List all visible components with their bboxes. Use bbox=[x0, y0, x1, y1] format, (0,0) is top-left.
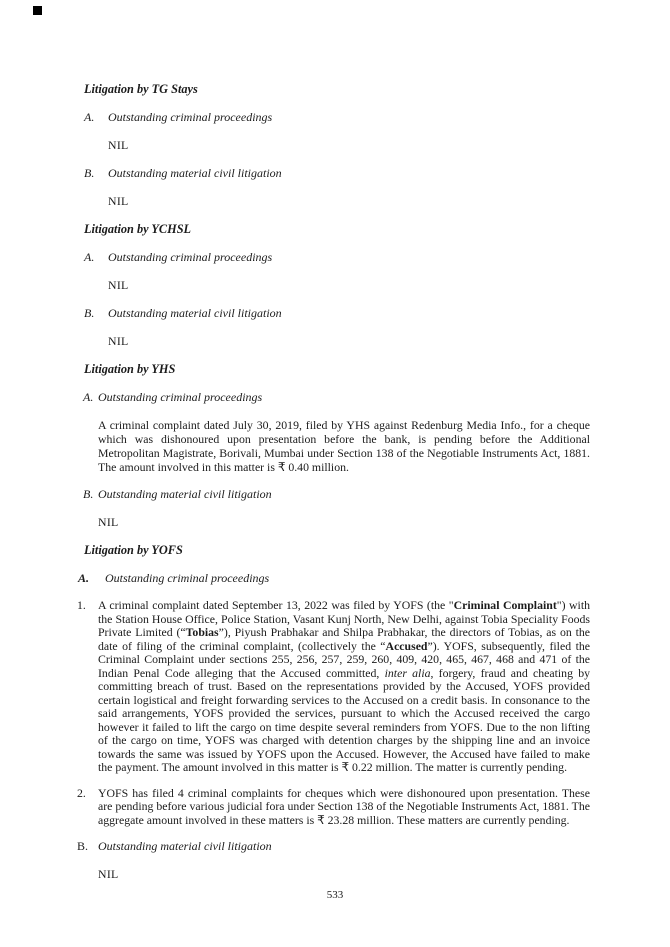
yofs-cheque-complaints-paragraph: YOFS has filed 4 criminal complaints for cheques which were dishonoured upon presentation. These are pending before various judicial fora under Section 138 of the Negotiable Instruments Act, 1881. The aggregate amount involved in these matters is ₹ 23.28 million. These matters are currently pending. bbox=[98, 785, 590, 827]
list-item-b bbox=[77, 839, 670, 854]
section-heading-yofs: Litigation by YOFS bbox=[84, 543, 183, 557]
list-item-a bbox=[83, 390, 670, 405]
item-label: Outstanding material civil litigation bbox=[108, 306, 282, 320]
item-marker: B. bbox=[84, 166, 95, 180]
item-marker: B. bbox=[83, 487, 94, 501]
item-marker: A. bbox=[84, 250, 95, 264]
item-label: Outstanding criminal proceedings bbox=[98, 390, 263, 404]
item-label: Outstanding criminal proceedings bbox=[108, 110, 273, 124]
section-heading-yhs: Litigation by YHS bbox=[84, 362, 176, 376]
numbered-item-2 bbox=[77, 787, 670, 828]
list-item-a bbox=[84, 110, 670, 125]
item-marker: A. bbox=[78, 571, 90, 585]
nil-value: NIL bbox=[108, 194, 129, 208]
item-number: 1. bbox=[77, 598, 86, 612]
item-number: 2. bbox=[77, 785, 86, 800]
list-item-b bbox=[84, 166, 670, 181]
item-label: Outstanding material civil litigation bbox=[98, 839, 272, 853]
item-marker: A. bbox=[83, 390, 94, 404]
item-label: Outstanding material civil litigation bbox=[108, 166, 282, 180]
list-item-a bbox=[78, 571, 670, 586]
page-number: 533 bbox=[326, 889, 344, 901]
item-label: Outstanding material civil litigation bbox=[98, 487, 272, 501]
item-marker: B. bbox=[77, 839, 89, 853]
list-item-b bbox=[83, 487, 670, 502]
item-marker: A. bbox=[84, 110, 95, 124]
nil-value: NIL bbox=[108, 334, 129, 348]
numbered-item-1 bbox=[77, 599, 670, 775]
item-label: Outstanding criminal proceedings bbox=[105, 571, 270, 585]
item-label: Outstanding criminal proceedings bbox=[108, 250, 273, 264]
item-marker: B. bbox=[84, 306, 95, 320]
corner-scan-mark bbox=[33, 6, 42, 15]
nil-value: NIL bbox=[108, 138, 129, 152]
yhs-criminal-paragraph: A criminal complaint dated July 30, 2019, filed by YHS against Redenburg Media Info., for a cheque which was dishonoured upon presentation before the bank, is pending before the Additional Metropolitan Magistrate, Borivali, Mumbai under Section 138 of the Negotiable Instruments Act, 1881. The amount involved in this matter is ₹ 0.40 million. bbox=[98, 418, 590, 474]
nil-value: NIL bbox=[108, 278, 129, 292]
list-item-a bbox=[84, 250, 670, 265]
yofs-criminal-complaint-paragraph: A criminal complaint dated September 13, 2022 was filed by YOFS (the "Criminal Complaint") with the Station House Office, Police Station, Vasant Kunj North, New Delhi, against Tobia Speciality Foods Private Limited (“Tobias”), Piyush Prabhakar and Shilpa Prabhakar, the directors of Tobias, as on the date of filing of the criminal complaint, (collectively the “Accused”). YOFS, subsequently, filed the Criminal Complaint under sections 255, 256, 257, 259, 260, 409, 420, 465, 467, 468 and 471 of the Indian Penal Code alleging that the Accused committed, inter alia, forgery, fraud and cheating by committing breach of trust. Based on the representations provided by the Accused, YOFS provided certain logistical and freight forwarding services to the Accused on a credit basis. In consonance to the said arrangements, YOFS provided the services, pursuant to which the Accused received the cargo however it failed to lift the cargo on time despite several reminders from YOFS. Due to the non lifting of the cargo on time, YOFS was charged with detention charges by the shipping line and an invoice towards the same was issued by YOFS upon the Accused. However, the Accused have failed to make the payment. The amount involved in this matter is ₹ 0.22 million. The matter is currently pending. bbox=[98, 598, 591, 774]
section-heading-tg-stays: Litigation by TG Stays bbox=[84, 82, 198, 96]
nil-value: NIL bbox=[98, 867, 119, 881]
list-item-b bbox=[84, 306, 670, 321]
nil-value: NIL bbox=[98, 515, 119, 529]
section-heading-ychsl: Litigation by YCHSL bbox=[84, 222, 192, 236]
